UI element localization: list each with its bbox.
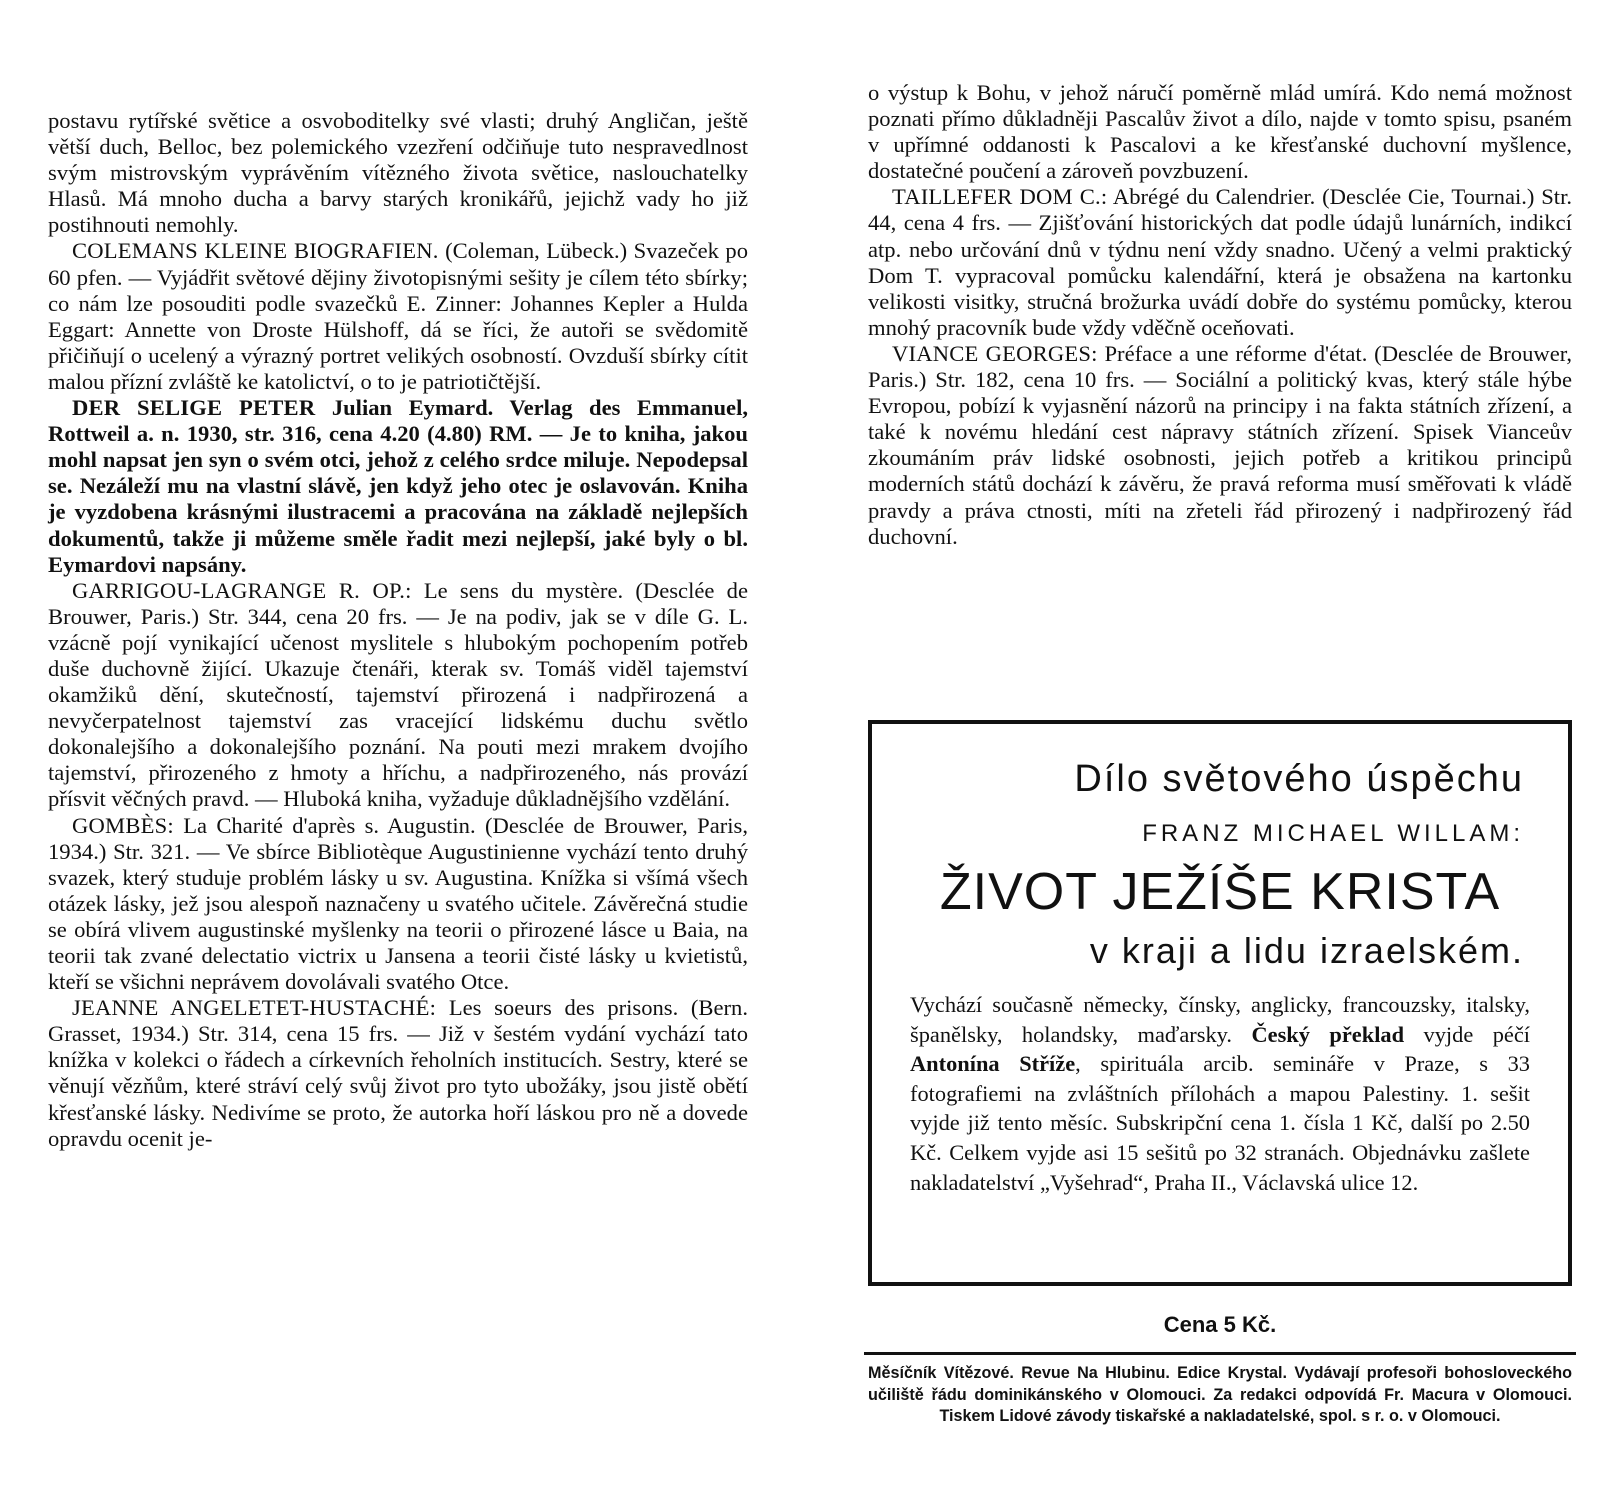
review-heading: JEANNE ANGELETET-HUSTACHÉ: <box>72 995 437 1021</box>
review-text: Abrégé du Calendrier. (Desclée Cie, Tournai.) Str. 44, cena 4 frs. — Zjišťování historických dat podle údajů lunárních, indikcí atp. nebo určování dnů v týdnu není vždy snadno. Učený a velmi praktický Dom T. vypracoval pomůcku kalendářní, která je obsažena na kartonku velikosti visitky, stručná brožurka uvádí dobře do systému pomůcky, kterou mnohý pracovník bude vždy vděčně oceňovati. <box>868 184 1572 340</box>
review-taillefer <box>868 184 1572 341</box>
review-text: Préface a une réforme d'état. (Desclée de Brouwer, Paris.) Str. 182, cena 10 frs. — Sociální a politický kvas, který stále hýbe Evropou, pobízí k vyjasnění názorů na principy i na fakta státních zřízení, a také k novému hledání cest nápravy státních zřízení. Spisek Vianceův zkoumáním práv lidské osobnosti, jejich potřeb a kritikou principů moderních států dochází k závěru, že pravá reforma musí směřovati k vládě pravdy a práva ctnosti, míti na zřeteli řád přirozený i nadpřirozený řád duchovní. <box>868 340 1572 549</box>
review-gombes <box>48 813 748 996</box>
right-column <box>868 80 1572 550</box>
review-text: Le sens du mystère. (Desclée de Brouwer, Paris.) Str. 344, cena 20 frs. — Je na podiv, jak se v díle G. L. vzácně pojí vynikající učenost myslitele s hlubokým pochopením potřeb duše duchovně žijící. Ukazuje čtenáři, kterak sv. Tomáš viděl tajemství okamžiků dění, skutečností, tajemství přirozená i nadpřirozená a nevyčerpatelnost tajemství zas vracející lidskému duchu světlo dokonalejšího a dokonalejšího poznání. Na pouti mezi mrakem dvojího tajemství, přirozeného z hmoty a hříchu, a nadpřirozeného, nás provází přísvit věčných pravd. — Hluboká kniha, vyžaduje důkladnějšího vzdělání. <box>48 577 748 812</box>
review-text: Les soeurs des prisons. (Bern. Grasset, 1934.) Str. 314, cena 15 frs. — Již v šestém vydání vychází tato knížka v kolekci o řádech a církevních řeholních institucích. Sestry, které se věnují vězňům, které stráví celý svůj život pro tyto ubožáky, jsou jistě obětí křesťanské lásky. Nedivíme se proto, že autorka hoří láskou pro ně a dovede opravdu ocenit je- <box>48 995 749 1151</box>
review-heading: COLEMANS KLEINE BIOGRAFIEN. <box>72 238 439 264</box>
review-heading: TAILLEFER DOM C.: <box>892 184 1108 210</box>
review-viance <box>868 341 1572 550</box>
advert-text: , spirituála arcib. semináře v Praze, s 33 fotografiemi na zvláštních přílohách a mapou Palestiny. 1. sešit vyjde již tento měsíc. Subskripční cena 1. čísla 1 Kč, další po 2.50 Kč. Celkem vyjde asi 15 sešitů po 32 stranách. Objednávku zašlete nakladatelství „Vyšehrad“, Praha II., Václavská ulice 12. <box>910 1051 1530 1195</box>
advert-subtitle: v kraji a lidu izraelském. <box>1089 930 1524 971</box>
advert-headline: Dílo světového úspěchu <box>1074 758 1524 800</box>
review-garrigou <box>48 578 748 813</box>
review-text: La Charité d'après s. Augustin. (Desclée de Brouwer, Paris, 1934.) Str. 321. — Ve sbírce Bibliotèque Augustinienne vychází tento druhý svazek, který studuje problém lásky u sv. Augustina. Knížka si všímá všech otázek lásky, jež jsou alespoň naznačeny u svatého učitele. Závěrečná studie se obírá vlivem augustinské myšlenky na teorii o přirozené lásce u Baia, na teorii tak zvané delectatio victrix u Jansena a teorii čisté lásky u kvietistů, kteří se všichni neprávem dovolávali svatého Otce. <box>48 812 748 995</box>
review-continuation <box>868 80 1572 184</box>
review-heading: VIANCE GEORGES: <box>892 340 1098 366</box>
advert-body <box>910 990 1530 1197</box>
advert-text: vyjde péčí <box>1404 1021 1531 1047</box>
review-text: o výstup k Bohu, v jehož náručí poměrně mlád umírá. Kdo nemá možnost poznati přímo důkladněji Pascalův život a dílo, najde v tomto spisu, psaném v upřímné oddanosti k Pascalovi a ke křesťanské duchovní myšlence, dostatečné poučení a zároveň povzbuzení. <box>868 80 1572 184</box>
left-column <box>48 108 748 1152</box>
advert-text-bold: Český překlad <box>1251 1021 1405 1047</box>
review-text: Julian Eymard. Verlag des Emmanuel, Rottweil a. n. 1930, str. 316, cena 4.20 (4.80) RM. — Je to kniha, jakou mohl napsat jen syn o svém otci, jehož z celého srdce miluje. Nepodepsal se. Nezáleží mu na vlastní slávě, jen když jeho otec je oslavován. Kniha je vyzdobena krásnými ilustracemi a pracována na základě nejlepších dokumentů, takže ji můžeme směle řadit mezi nejlepší, jaké byly o bl. Eymardovi napsány. <box>48 395 748 577</box>
review-continuation <box>48 108 748 238</box>
advert-text-bold: Antonína Stříže <box>910 1051 1076 1077</box>
footer-divider <box>864 1352 1576 1355</box>
review-heading: GARRIGOU-LAGRANGE R. OP.: <box>72 577 412 603</box>
review-heading: GOMBÈS: <box>72 812 174 838</box>
review-text: postavu rytířské světice a osvoboditelky své vlasti; druhý Angličan, ještě větší duch, Belloc, bez polemického vzezření odčiňuje tuto nespravedlnost svým mistrovským vyprávěním vítězného života světice, naslouchatelky Hlasů. Má mnoho ducha a barvy starých kronikářů, jejichž vady ho již postihnouti nemohly. <box>48 108 748 238</box>
advertisement-box <box>868 720 1572 1286</box>
advert-title: ŽIVOT JEŽÍŠE KRISTA <box>939 863 1501 921</box>
review-text: (Coleman, Lübeck.) Svazeček po 60 pfen. — Vyjádřit světové dějiny životopisnými sešity je cílem této sbírky; co nám lze posouditi podle svazečků E. Zinner: Johannes Kepler a Hulda Eggart: Annette von Droste Hülshoff, dá se říci, že autoři se svědomitě přičiňují o ucelený a výrazný portret velikých osobností. Ovzduší sbírky cítit malou přízní zvláště ke katolictví, o to je patriotičtější. <box>48 238 748 394</box>
advert-author: FRANZ MICHAEL WILLAM: <box>1142 820 1524 847</box>
advert-text: Vychází současně německy, čínsky, anglicky, francouzsky, italsky, španělsky, holandsky, maďarsky. <box>910 992 1530 1047</box>
review-angeletet <box>48 995 748 1152</box>
review-colemans <box>48 238 748 395</box>
review-heading: DER SELIGE PETER <box>72 395 316 421</box>
issue-price: Cena 5 Kč. <box>1163 1312 1277 1337</box>
publisher-imprint: Měsíčník Vítězové. Revue Na Hlubinu. Edice Krystal. Vydávají profesoři bohosloveckého učiliště řádu dominikánského v Olomouci. Za redakci odpovídá Fr. Macura v Olomouci. Tiskem Lidové závody tiskařské a nakladatelské, spol. s r. o. v Olomouci. <box>868 1364 1572 1426</box>
review-selige-peter <box>48 395 748 578</box>
